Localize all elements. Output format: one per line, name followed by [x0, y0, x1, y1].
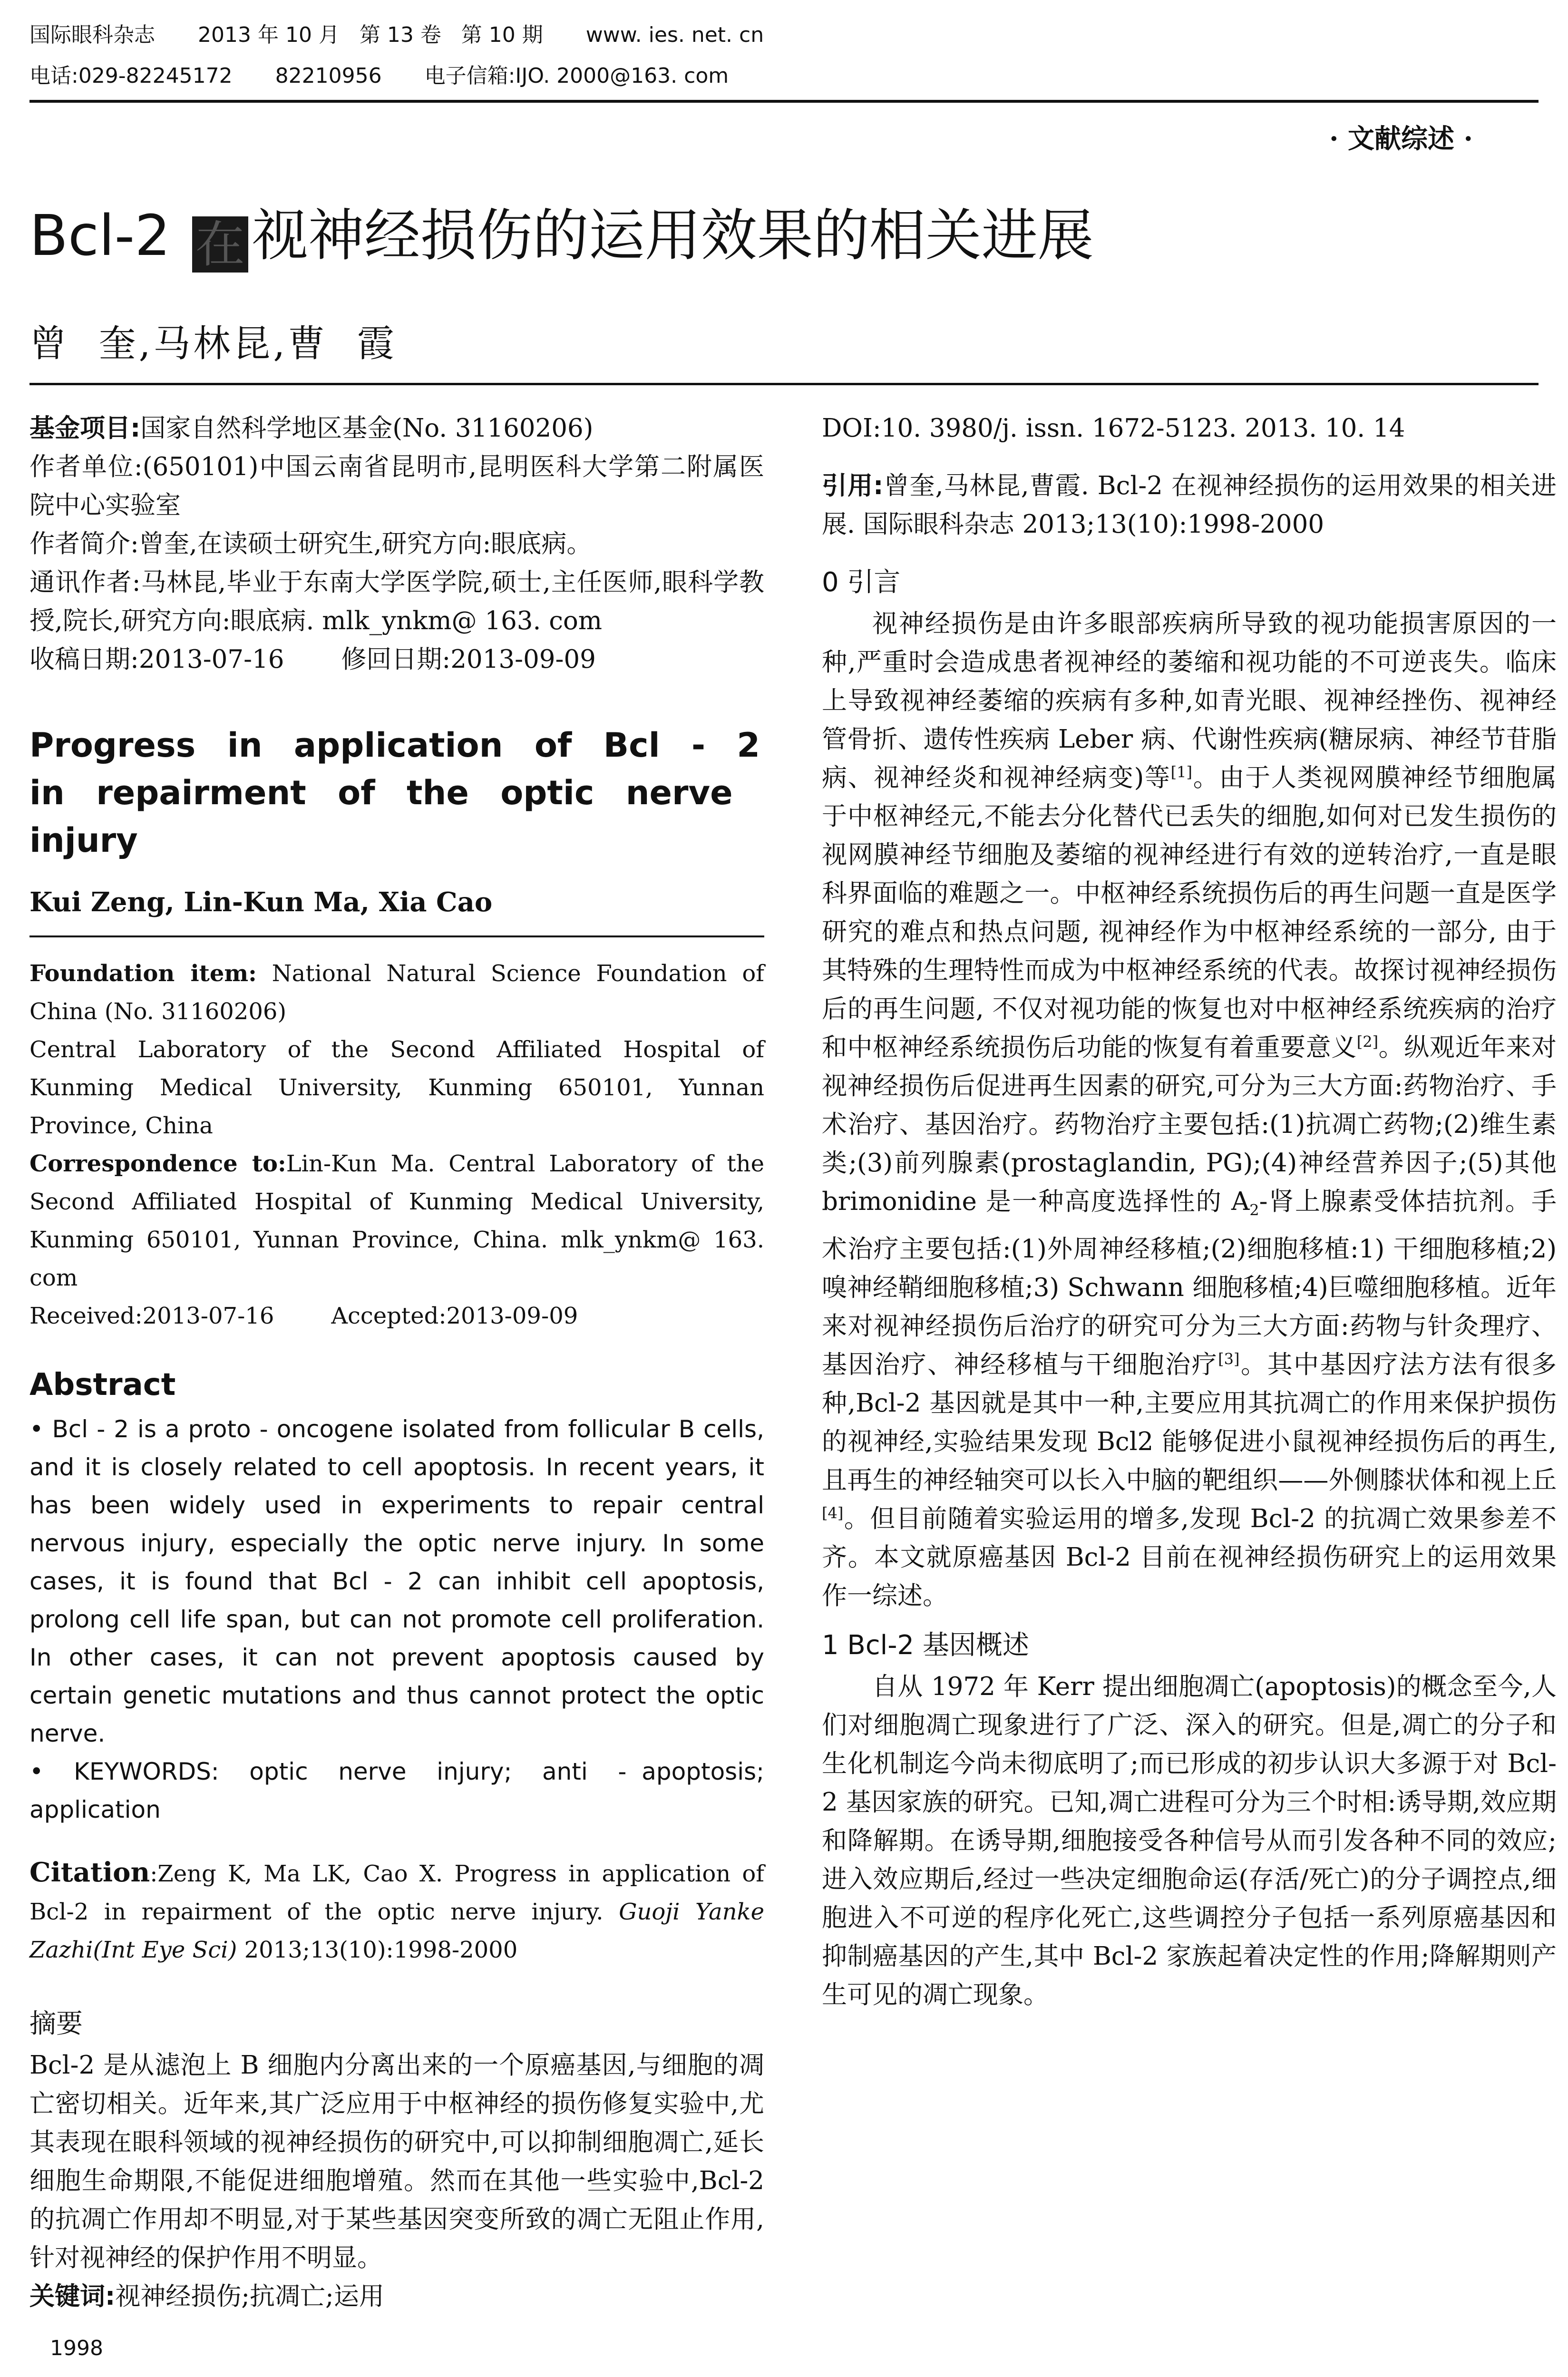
keywords: • KEYWORDS: optic nerve injury; anti - apoptosis; application [29, 1758, 772, 1823]
fund-item: 基金项目:国家自然科学地区基金(No. 31160206) [29, 414, 594, 443]
article-authors: 曾 奎,马林昆,曹 霞 [29, 322, 397, 365]
title-prefix: Bcl-2 [29, 203, 171, 268]
cite-as: 引用:曾奎,马林昆,曹霞. Bcl-2 在视神经损伤的运用效果的相关进展. 国际眼科杂志 2013;13(10):1998-2000 [822, 471, 1557, 539]
journal-email: 电子信箱:IJO. 2000@163. com [424, 64, 729, 88]
ref-4: [4] [822, 1503, 844, 1522]
title-rule [29, 383, 1539, 385]
running-header-line2 [29, 63, 771, 89]
foundation-item: Foundation item: National Natural Science Foundation of China (No. 31160206) [29, 960, 764, 1025]
ref-3: [3] [1218, 1349, 1240, 1368]
received-accepted: Received:2013-07-16 Accepted:2013-09-09 [29, 1303, 578, 1329]
english-title: Progress in application of Bcl - 2 in repairment of the optic nerve injury [29, 726, 760, 860]
ref-2: [2] [1356, 1033, 1379, 1051]
ref-1: [1] [1170, 763, 1192, 781]
chinese-keywords: 关键词:视神经损伤;抗凋亡;运用 [29, 2282, 384, 2311]
chinese-abstract: Bcl-2 是从滤泡上 B 细胞内分离出来的一个原癌基因,与细胞的凋亡密切相关。近年来,其广泛应用于中枢神经的损伤修复实验中,尤其表现在眼科领域的视神经损伤的研究中,可以抑制细胞凋亡,延长细胞生命期限,不能促进细胞增殖。然而在其他一些实验中,Bcl-2 的抗凋亡作用却不明显,对于某些基因突变所致的凋亡无阻止作用,针对视神经的保护作用不明显。 [29, 2051, 764, 2272]
author-bio: 作者简介:曾奎,在读硕士研究生,研究方向:眼底病。 [29, 529, 592, 558]
corresponding-author: 通讯作者:马林昆,毕业于东南大学医学院,硕士,主任医师,眼科学教授,院长,研究方向:眼底病. mlk_ynkm@ 163. com [29, 568, 765, 635]
dates: 收稿日期:2013-07-16 修回日期:2013-09-09 [29, 645, 596, 674]
abstract-text: • Bcl - 2 is a proto - oncogene isolated from follicular B cells, and it is closely related to cell apoptosis. In recent years, it has been widely used in experiments to repair central nervous injury, especially the optic nerve injury. In some cases, it is found that Bcl - 2 can inhibit cell apoptosis, prolong cell life span, but can not promote cell proliferation. In other cases, it can not prevent apoptosis caused by certain genetic mutations and thus cannot protect the optic nerve. [29, 1415, 764, 1747]
running-header-line1 [29, 22, 807, 49]
title-rest: 视神经损伤的运用效果的相关进展 [252, 203, 1094, 268]
chinese-abstract-heading: 摘要 [29, 2008, 83, 2039]
english-authors: Kui Zeng, Lin-Kun Ma, Xia Cao [29, 887, 493, 918]
journal-name: 国际眼科杂志 [29, 23, 155, 47]
section-0-paragraph: 视神经损伤是由许多眼部疾病所导致的视功能损害原因的一种,严重时会造成患者视神经的萎缩和视功能的不可逆丧失。临床上导致视神经萎缩的疾病有多种,如青光眼、视神经挫伤、视神经管骨折、遗传性疾病 Leber 病、代谢性疾病(糖尿病、神经节苷脂病、视神经炎和视神经病变)等[1]。由于人类视网膜神经节细胞属于中枢神经元,不能去分化替代已丢失的细胞,如何对已发生损伤的视网膜神经节细胞及萎缩的视神经进行有效的逆转治疗,一直是眼科界面临的难题之一。中枢神经系统损伤后的再生问题一直是医学研究的难点和热点问题, 视神经作为中枢神经系统的一部分, 由于其特殊的生理特性而成为中枢神经系统的代表。故探讨视神经损伤后的再生问题, 不仅对视功能的恢复也对中枢神经系统疾病的治疗和中枢神经系统损伤后功能的恢复有着重要意义[2]。纵观近年来对视神经损伤后促进再生因素的研究,可分为三大方面:药物治疗、手术治疗、基因治疗。药物治疗主要包括:(1)抗凋亡药物;(2)维生素类;(3)前列腺素(prostaglandin, PG);(4)神经营养因子;(5)其他 brimonidine 是一种高度选择性的 $A_2-$肾上腺素受体拮抗剂。手术治疗主要包括:(1)外周神经移植;(2)细胞移植:1) 干细胞移植;2) 嗅神经鞘细胞移植;3) Schwann 细胞移植;4)巨噬细胞移植。近年来对视神经损伤后治疗的研究可分为三大方面:药物与针灸理疗、基因治疗、神经移植与干细胞治疗[3]。其中基因疗法方法有很多种,Bcl-2 基因就是其中一种,主要应用其抗凋亡的作用来保护损伤的视神经,实验结果发现 Bcl2 能够促进小鼠视神经损伤后的再生,且再生的神经轴突可以长入中脑的靶组织——外侧膝状体和视上丘[4]。但目前随着实验运用的增多,发现 Bcl-2 的抗凋亡效果参差不齐。本文就原癌基因 Bcl-2 目前在视神经损伤研究上的运用效果作一综述。 [822, 609, 1557, 1610]
issue-info: 2013 年 10 月 第 13 卷 第 10 期 [198, 23, 543, 47]
doi: DOI:10. 3980/j. issn. 1672-5123. 2013. 10. 14 [822, 414, 1405, 443]
journal-phone: 电话:029-82245172 [29, 64, 233, 88]
citation: Citation:Zeng K, Ma LK, Cao X. Progress in application of Bcl-2 in repairment of the optic nerve injury. Guoji Yanke Zazhi(Int Eye Sci) 2013;13(10):1998-2000 [29, 1857, 764, 1963]
left-column [29, 409, 772, 2316]
title-obscured-char: 在 [192, 216, 248, 273]
correspondence: Correspondence to:Lin-Kun Ma. Central Laboratory of the Second Affiliated Hospital of Kunming Medical University, Kunming 650101, Yunnan Province, China. mlk_ynkm@ 163. com [29, 1150, 765, 1291]
section-tag: · 文献综述 · [1329, 123, 1473, 155]
english-rule [29, 935, 764, 937]
section-1-paragraph: 自从 1972 年 Kerr 提出细胞凋亡(apoptosis)的概念至今,人们对细胞凋亡现象进行了广泛、深入的研究。但是,凋亡的分子和生化机制迄今尚未彻底明了;而已形成的初步认识大多源于对 Bcl-2 基因家族的研究。已知,凋亡进程可分为三个时相:诱导期,效应期和降解期。在诱导期,细胞接受各种信号从而引发各种不同的效应;进入效应期后,经过一些决定细胞命运(存活/死亡)的分子调控点,细胞进入不可逆的程序化死亡,这些调控分子包括一系列原癌基因和抑制癌基因的产生,其中 Bcl-2 家族起着决定性的作用;降解期则产生可见的凋亡现象。 [822, 1672, 1557, 2009]
section-1-heading: 1 Bcl-2 基因概述 [822, 1629, 1029, 1661]
header-rule [29, 100, 1539, 103]
journal-website: www. ies. net. cn [585, 23, 764, 47]
section-0-heading: 0 引言 [822, 567, 901, 598]
article-title [29, 200, 1094, 273]
page-number: 1998 [50, 2336, 103, 2360]
journal-phone-2: 82210956 [275, 64, 382, 88]
author-unit: 作者单位:(650101)中国云南省昆明市,昆明医科大学第二附属医院中心实验室 [29, 452, 764, 520]
abstract-heading: Abstract [29, 1367, 176, 1403]
affiliation: Central Laboratory of the Second Affiliated Hospital of Kunming Medical University, Kunming 650101, Yunnan Province, China [29, 1036, 764, 1139]
right-column [822, 409, 1557, 2014]
